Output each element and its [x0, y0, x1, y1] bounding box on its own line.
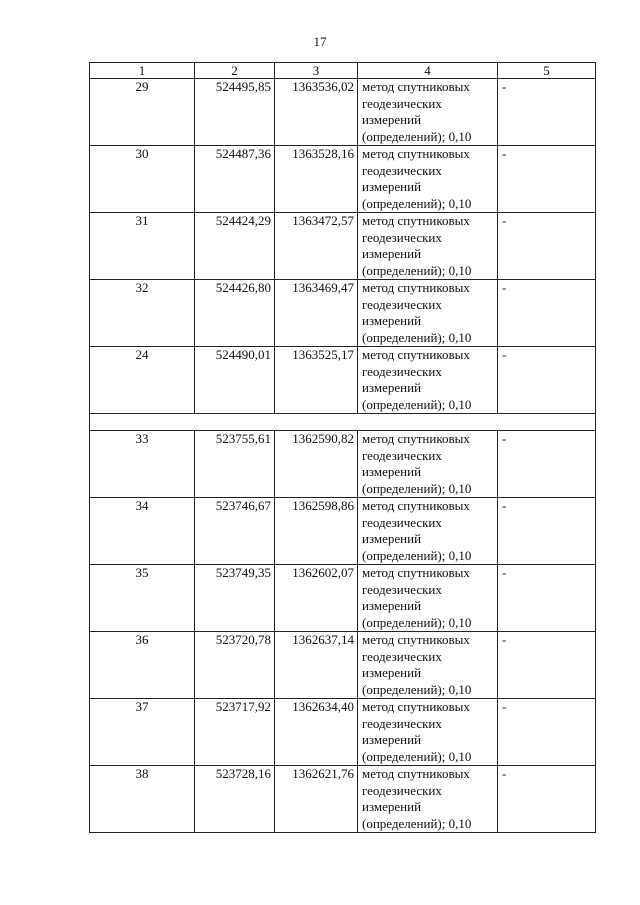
note-cell: - [498, 347, 596, 414]
method-text: метод спутниковых геодезических измерений (определений); 0,10 [362, 632, 472, 697]
y-coordinate-cell: 1363472,57 [275, 213, 358, 280]
table-row [90, 498, 596, 565]
method-cell [358, 632, 498, 699]
coordinates-table-body [90, 63, 596, 833]
coordinates-table [89, 62, 596, 833]
point-number-cell: 30 [90, 146, 195, 213]
y-coordinate-cell: 1362598,86 [275, 498, 358, 565]
column-header: 5 [498, 63, 596, 79]
method-cell [358, 766, 498, 833]
point-number-cell: 29 [90, 79, 195, 146]
method-cell [358, 431, 498, 498]
note-cell: - [498, 565, 596, 632]
method-cell [358, 79, 498, 146]
table-row [90, 213, 596, 280]
method-text: метод спутниковых геодезических измерений (определений); 0,10 [362, 766, 472, 831]
method-cell [358, 347, 498, 414]
x-coordinate-cell: 523755,61 [195, 431, 275, 498]
method-text: метод спутниковых геодезических измерений (определений); 0,10 [362, 146, 472, 211]
table-row [90, 431, 596, 498]
method-cell [358, 699, 498, 766]
method-text: метод спутниковых геодезических измерений (определений); 0,10 [362, 431, 472, 496]
page-number: 17 [313, 34, 327, 49]
point-number-cell: 32 [90, 280, 195, 347]
x-coordinate-cell: 524487,36 [195, 146, 275, 213]
method-text: метод спутниковых геодезических измерений (определений); 0,10 [362, 213, 472, 278]
method-cell [358, 213, 498, 280]
x-coordinate-cell: 523720,78 [195, 632, 275, 699]
method-text: метод спутниковых геодезических измерений (определений); 0,10 [362, 280, 472, 345]
x-coordinate-cell: 523728,16 [195, 766, 275, 833]
table-row [90, 347, 596, 414]
y-coordinate-cell: 1362621,76 [275, 766, 358, 833]
table-row [90, 699, 596, 766]
note-cell: - [498, 146, 596, 213]
method-text: метод спутниковых геодезических измерений (определений); 0,10 [362, 498, 472, 563]
x-coordinate-cell: 524495,85 [195, 79, 275, 146]
x-coordinate-cell: 523749,35 [195, 565, 275, 632]
column-header: 3 [275, 63, 358, 79]
point-number-cell: 36 [90, 632, 195, 699]
column-header: 2 [195, 63, 275, 79]
method-text: метод спутниковых геодезических измерений (определений); 0,10 [362, 565, 472, 630]
table-row [90, 565, 596, 632]
column-header: 1 [90, 63, 195, 79]
x-coordinate-cell: 524490,01 [195, 347, 275, 414]
note-cell: - [498, 431, 596, 498]
table-row [90, 766, 596, 833]
point-number-cell: 33 [90, 431, 195, 498]
point-number-cell: 38 [90, 766, 195, 833]
point-number-cell: 24 [90, 347, 195, 414]
point-number-cell: 31 [90, 213, 195, 280]
x-coordinate-cell: 524426,80 [195, 280, 275, 347]
note-cell: - [498, 280, 596, 347]
method-cell [358, 565, 498, 632]
y-coordinate-cell: 1362590,82 [275, 431, 358, 498]
note-cell: - [498, 699, 596, 766]
method-text: метод спутниковых геодезических измерений (определений); 0,10 [362, 79, 472, 144]
y-coordinate-cell: 1362637,14 [275, 632, 358, 699]
section-separator-cell [90, 414, 596, 431]
method-cell [358, 146, 498, 213]
point-number-cell: 34 [90, 498, 195, 565]
note-cell: - [498, 213, 596, 280]
point-number-cell: 37 [90, 699, 195, 766]
y-coordinate-cell: 1363536,02 [275, 79, 358, 146]
y-coordinate-cell: 1363525,17 [275, 347, 358, 414]
x-coordinate-cell: 523746,67 [195, 498, 275, 565]
note-cell: - [498, 632, 596, 699]
method-text: метод спутниковых геодезических измерений (определений); 0,10 [362, 347, 472, 412]
note-cell: - [498, 766, 596, 833]
method-cell [358, 280, 498, 347]
y-coordinate-cell: 1363469,47 [275, 280, 358, 347]
table-row [90, 632, 596, 699]
table-header-row [90, 63, 596, 79]
method-cell [358, 498, 498, 565]
section-separator-row [90, 414, 596, 431]
y-coordinate-cell: 1362634,40 [275, 699, 358, 766]
point-number-cell: 35 [90, 565, 195, 632]
note-cell: - [498, 498, 596, 565]
note-cell: - [498, 79, 596, 146]
x-coordinate-cell: 524424,29 [195, 213, 275, 280]
y-coordinate-cell: 1363528,16 [275, 146, 358, 213]
table-row [90, 79, 596, 146]
x-coordinate-cell: 523717,92 [195, 699, 275, 766]
method-text: метод спутниковых геодезических измерений (определений); 0,10 [362, 699, 472, 764]
y-coordinate-cell: 1362602,07 [275, 565, 358, 632]
column-header: 4 [358, 63, 498, 79]
table-row [90, 280, 596, 347]
table-row [90, 146, 596, 213]
